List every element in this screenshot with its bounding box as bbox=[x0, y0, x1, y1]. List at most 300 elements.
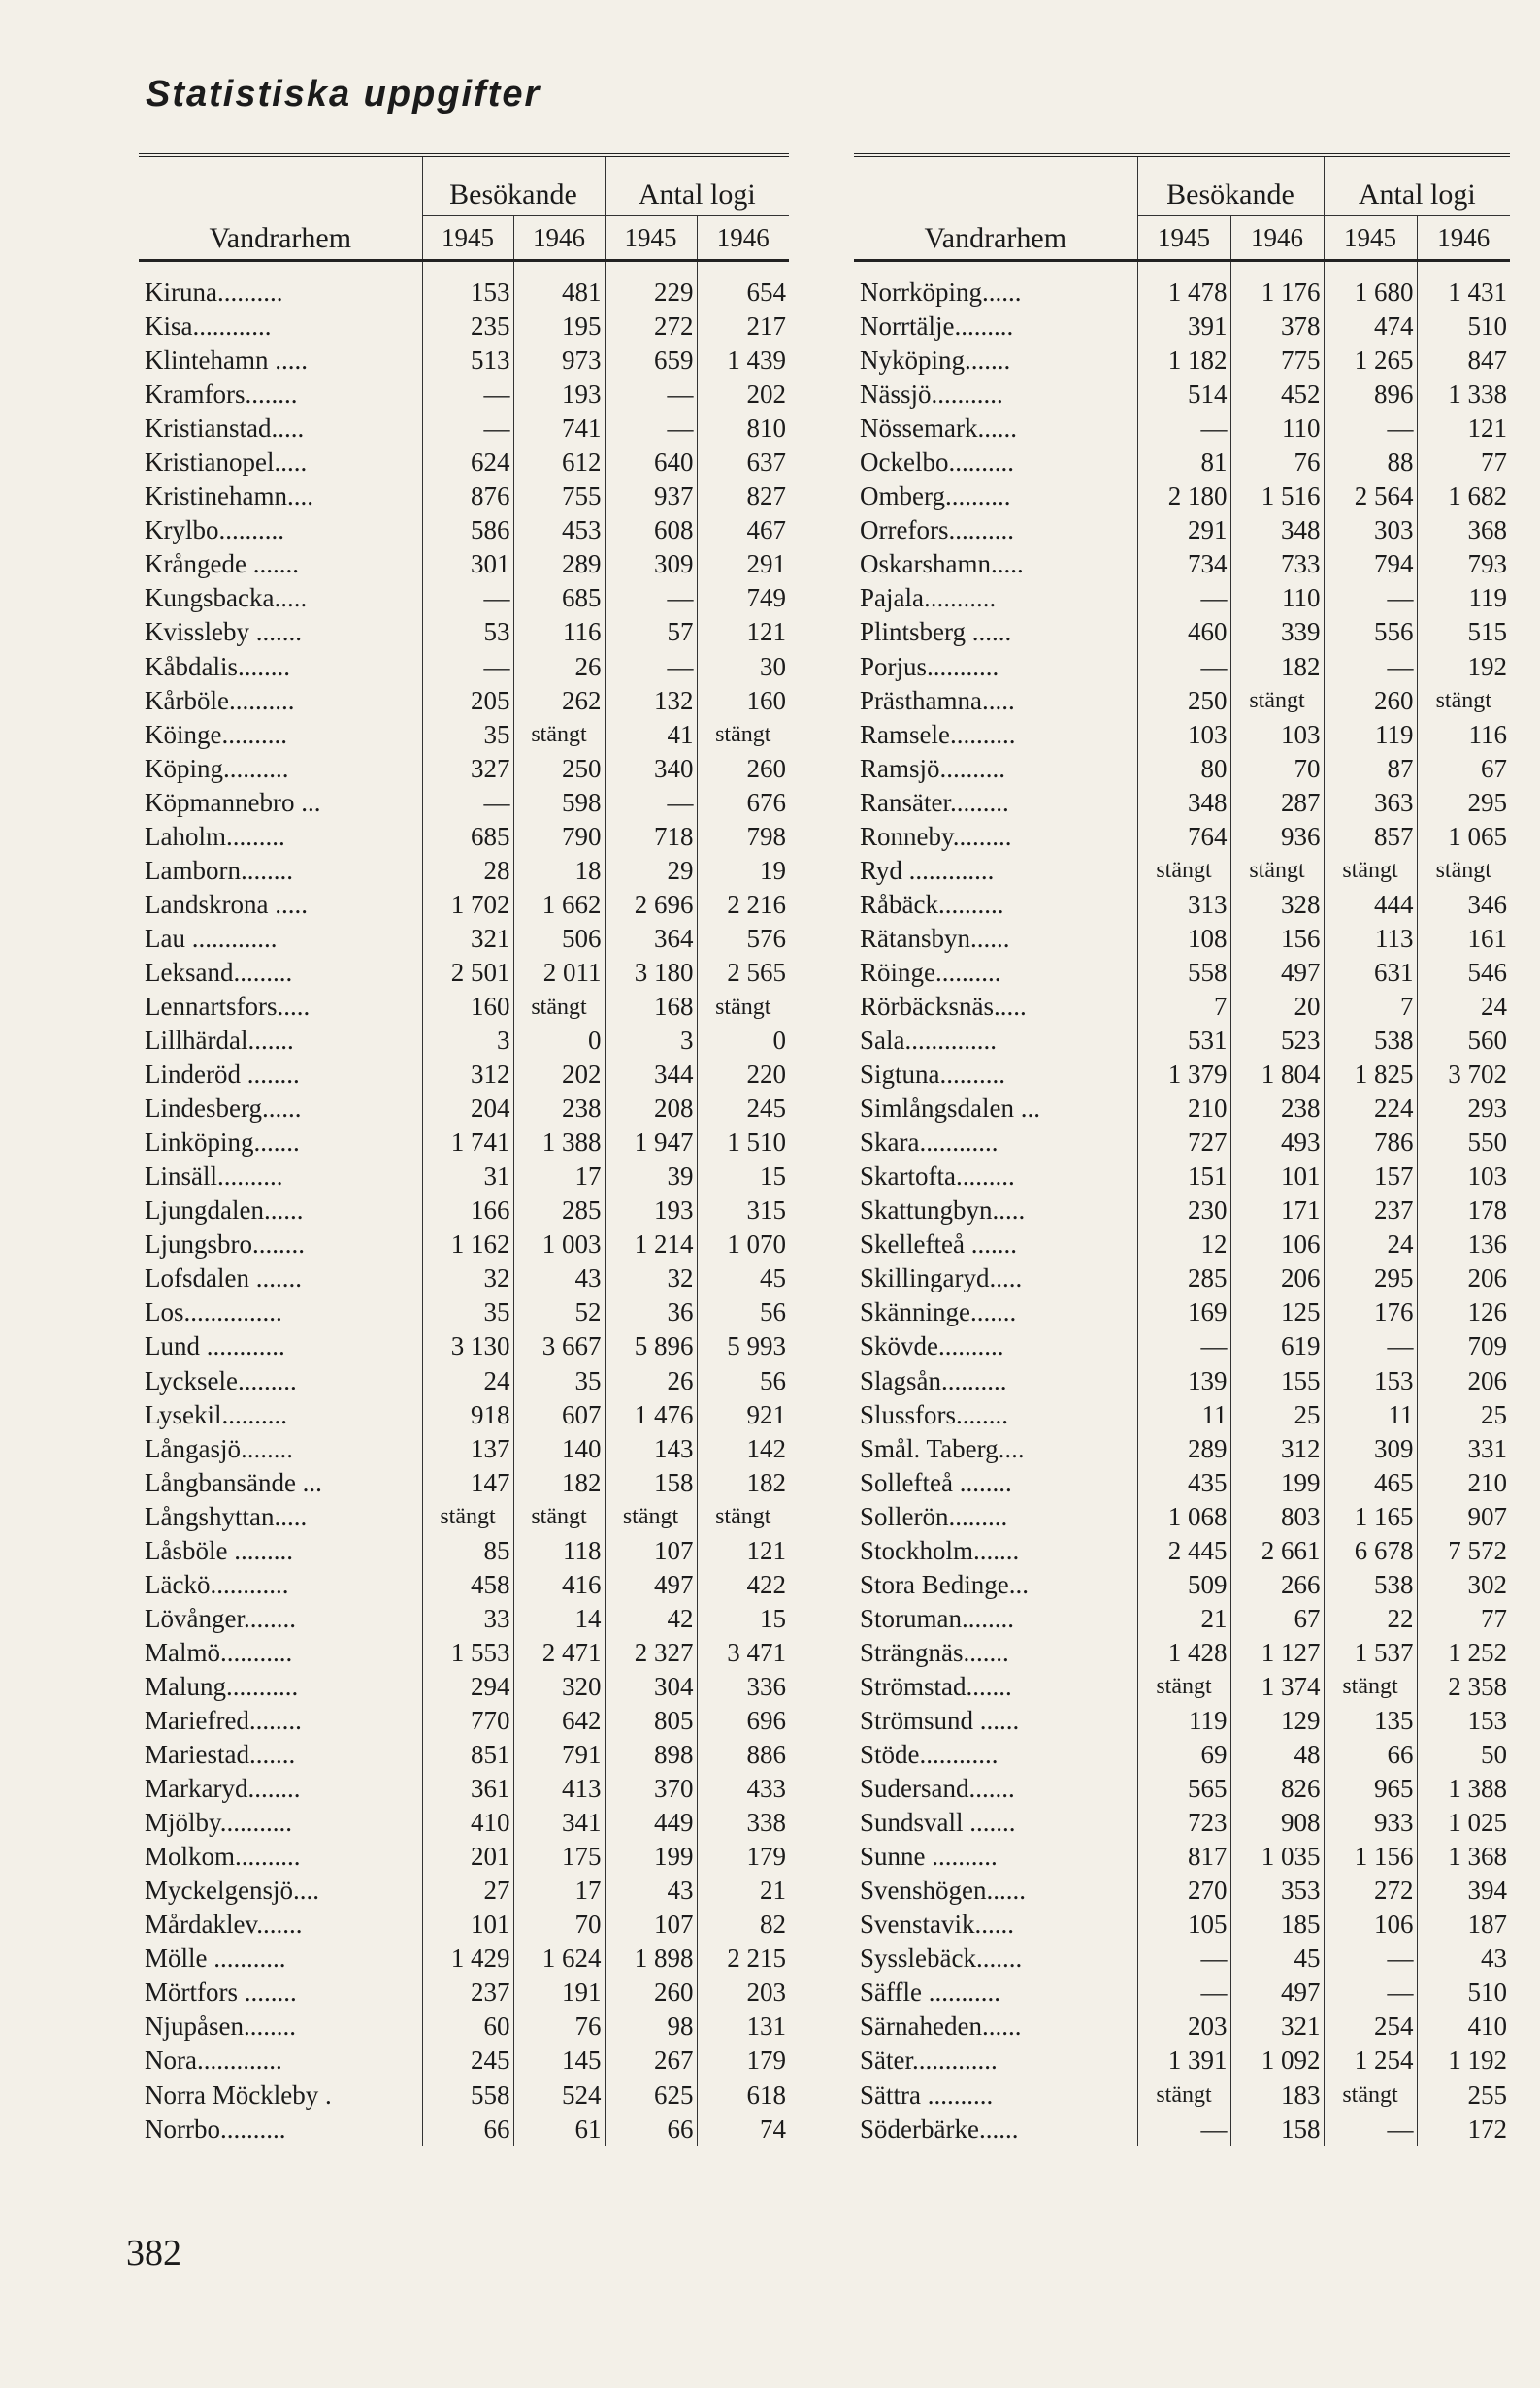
column-group-visitors: Besökande bbox=[422, 155, 605, 216]
hostel-name: Köping.......... bbox=[145, 753, 289, 783]
nights-1945: 556 bbox=[1324, 615, 1417, 649]
visitors-1946: 1 662 bbox=[513, 888, 605, 922]
visitors-1946: 791 bbox=[513, 1738, 605, 1772]
table-row bbox=[854, 1772, 1510, 1806]
table-row bbox=[139, 1602, 789, 1636]
visitors-1946: 76 bbox=[513, 2010, 605, 2044]
table-row bbox=[139, 1466, 789, 1500]
column-header-year: 1945 bbox=[1324, 216, 1417, 261]
hostel-name: Sigtuna.......... bbox=[860, 1060, 1006, 1090]
nights-1945: 272 bbox=[1324, 1874, 1417, 1908]
visitors-1945: 558 bbox=[422, 2077, 513, 2111]
nights-1946: 2 565 bbox=[697, 956, 789, 990]
hostel-name: Köinge.......... bbox=[145, 719, 287, 749]
visitors-1945: 69 bbox=[1137, 1738, 1230, 1772]
hostel-name: Omberg.......... bbox=[860, 481, 1011, 511]
visitors-1946: 413 bbox=[513, 1772, 605, 1806]
nights-1945: — bbox=[605, 377, 697, 411]
nights-1945: stängt bbox=[1324, 2077, 1417, 2111]
visitors-1946: 1 624 bbox=[513, 1942, 605, 1976]
nights-1946: 15 bbox=[697, 1160, 789, 1194]
nights-1946: 116 bbox=[1417, 718, 1510, 752]
visitors-1946: 1 092 bbox=[1230, 2044, 1324, 2077]
nights-1945: 2 327 bbox=[605, 1636, 697, 1670]
visitors-1945: 139 bbox=[1137, 1364, 1230, 1398]
nights-1946: 19 bbox=[697, 854, 789, 888]
nights-1945: 309 bbox=[1324, 1432, 1417, 1466]
nights-1945: 6 678 bbox=[1324, 1534, 1417, 1568]
nights-1945: 158 bbox=[605, 1466, 697, 1500]
visitors-1945: 301 bbox=[422, 547, 513, 581]
hostel-name: Linderöd ........ bbox=[145, 1060, 300, 1090]
visitors-1945: 3 bbox=[422, 1024, 513, 1058]
hostel-name: Strängnäs....... bbox=[860, 1637, 1009, 1667]
column-header-year: 1946 bbox=[1230, 216, 1324, 261]
nights-1945: 272 bbox=[605, 310, 697, 343]
visitors-1945: 237 bbox=[422, 1976, 513, 2010]
nights-1945: 267 bbox=[605, 2044, 697, 2077]
table-row bbox=[854, 1364, 1510, 1398]
hostel-name: Slussfors........ bbox=[860, 1399, 1009, 1429]
nights-1946: stängt bbox=[1417, 854, 1510, 888]
nights-1945: 157 bbox=[1324, 1160, 1417, 1194]
table-row bbox=[139, 615, 789, 649]
nights-1945: 363 bbox=[1324, 786, 1417, 820]
nights-1945: 1 165 bbox=[1324, 1500, 1417, 1534]
nights-1945: 344 bbox=[605, 1058, 697, 1092]
hostel-name: Linköping....... bbox=[145, 1128, 300, 1158]
visitors-1945: 285 bbox=[1137, 1261, 1230, 1295]
visitors-1946: 790 bbox=[513, 820, 605, 854]
visitors-1946: 125 bbox=[1230, 1295, 1324, 1329]
table-row bbox=[854, 411, 1510, 445]
nights-1946: 121 bbox=[697, 615, 789, 649]
table-row bbox=[854, 1568, 1510, 1602]
nights-1945: 625 bbox=[605, 2077, 697, 2111]
nights-1946: 921 bbox=[697, 1398, 789, 1432]
table-row bbox=[854, 1194, 1510, 1227]
nights-1945: 41 bbox=[605, 718, 697, 752]
nights-1945: 898 bbox=[605, 1738, 697, 1772]
table-row bbox=[139, 1364, 789, 1398]
visitors-1946: 238 bbox=[1230, 1092, 1324, 1126]
hostel-name: Svenshögen...... bbox=[860, 1876, 1026, 1906]
nights-1946: 907 bbox=[1417, 1500, 1510, 1534]
nights-1946: 338 bbox=[697, 1806, 789, 1840]
hostel-name: Mjölby........... bbox=[145, 1808, 293, 1838]
table-row bbox=[139, 786, 789, 820]
visitors-1946: 195 bbox=[513, 310, 605, 343]
table-row bbox=[139, 820, 789, 854]
nights-1945: 107 bbox=[605, 1908, 697, 1942]
hostel-name: Skänninge....... bbox=[860, 1297, 1017, 1327]
nights-1946: 1 388 bbox=[1417, 1772, 1510, 1806]
nights-1945: — bbox=[605, 786, 697, 820]
table-row bbox=[854, 1329, 1510, 1363]
visitors-1946: 353 bbox=[1230, 1874, 1324, 1908]
visitors-1945: 160 bbox=[422, 990, 513, 1024]
nights-1945: 857 bbox=[1324, 820, 1417, 854]
nights-1946: 77 bbox=[1417, 445, 1510, 479]
column-header-year: 1945 bbox=[605, 216, 697, 261]
visitors-1945: 321 bbox=[422, 922, 513, 956]
visitors-1946: 453 bbox=[513, 513, 605, 547]
table-row bbox=[854, 1670, 1510, 1704]
table-row bbox=[139, 513, 789, 547]
nights-1946: 1 682 bbox=[1417, 479, 1510, 513]
visitors-1945: 201 bbox=[422, 1840, 513, 1874]
nights-1946: 810 bbox=[697, 411, 789, 445]
visitors-1946: 266 bbox=[1230, 1568, 1324, 1602]
hostel-name: Landskrona ..... bbox=[145, 889, 308, 919]
nights-1946: 1 510 bbox=[697, 1126, 789, 1160]
table-row bbox=[854, 1704, 1510, 1738]
visitors-1945: 103 bbox=[1137, 718, 1230, 752]
visitors-1946: 26 bbox=[513, 650, 605, 684]
nights-1946: 433 bbox=[697, 1772, 789, 1806]
visitors-1945: stängt bbox=[1137, 1670, 1230, 1704]
visitors-1945: 685 bbox=[422, 820, 513, 854]
nights-1946: 161 bbox=[1417, 922, 1510, 956]
visitors-1945: 2 180 bbox=[1137, 479, 1230, 513]
table-row bbox=[139, 1194, 789, 1227]
visitors-1945: 918 bbox=[422, 1398, 513, 1432]
nights-1945: 497 bbox=[605, 1568, 697, 1602]
visitors-1945: 205 bbox=[422, 684, 513, 718]
visitors-1946: 76 bbox=[1230, 445, 1324, 479]
nights-1945: 295 bbox=[1324, 1261, 1417, 1295]
table-row bbox=[854, 2077, 1510, 2111]
table-row bbox=[139, 1908, 789, 1942]
nights-1946: 25 bbox=[1417, 1398, 1510, 1432]
nights-1946: 182 bbox=[697, 1466, 789, 1500]
nights-1945: — bbox=[1324, 1942, 1417, 1976]
nights-1946: 7 572 bbox=[1417, 1534, 1510, 1568]
visitors-1945: 11 bbox=[1137, 1398, 1230, 1432]
nights-1945: 2 564 bbox=[1324, 479, 1417, 513]
nights-1946: 24 bbox=[1417, 990, 1510, 1024]
table-row bbox=[139, 1058, 789, 1092]
table-row bbox=[854, 1942, 1510, 1976]
visitors-1946: 523 bbox=[1230, 1024, 1324, 1058]
nights-1945: 5 896 bbox=[605, 1329, 697, 1363]
nights-1946: 30 bbox=[697, 650, 789, 684]
nights-1946: 217 bbox=[697, 310, 789, 343]
hostel-name: Skillingaryd..... bbox=[860, 1263, 1023, 1293]
nights-1946: 749 bbox=[697, 581, 789, 615]
nights-1946: 56 bbox=[697, 1295, 789, 1329]
nights-1945: — bbox=[1324, 1976, 1417, 2010]
nights-1946: 295 bbox=[1417, 786, 1510, 820]
nights-1946: 206 bbox=[1417, 1261, 1510, 1295]
visitors-1945: 28 bbox=[422, 854, 513, 888]
table-row bbox=[854, 1466, 1510, 1500]
hostel-name: Lau ............. bbox=[145, 923, 278, 953]
hostel-name: Porjus........... bbox=[860, 651, 999, 681]
hostel-name: Lindesberg...... bbox=[145, 1094, 302, 1124]
hostel-name: Sudersand....... bbox=[860, 1774, 1015, 1804]
table-row bbox=[139, 1636, 789, 1670]
hostel-name: Njupåsen........ bbox=[145, 2012, 296, 2042]
visitors-1946: 206 bbox=[1230, 1261, 1324, 1295]
visitors-1945: 770 bbox=[422, 1704, 513, 1738]
visitors-1945: 1 702 bbox=[422, 888, 513, 922]
visitors-1946: 43 bbox=[513, 1261, 605, 1295]
nights-1945: stängt bbox=[605, 1500, 697, 1534]
table-row bbox=[854, 377, 1510, 411]
visitors-1946: 17 bbox=[513, 1874, 605, 1908]
nights-1945: 1 214 bbox=[605, 1227, 697, 1261]
nights-1945: — bbox=[605, 650, 697, 684]
nights-1946: 467 bbox=[697, 513, 789, 547]
visitors-1946: 598 bbox=[513, 786, 605, 820]
nights-1946: 77 bbox=[1417, 1602, 1510, 1636]
visitors-1945: — bbox=[1137, 1942, 1230, 1976]
table-row bbox=[139, 1976, 789, 2010]
visitors-1945: 313 bbox=[1137, 888, 1230, 922]
visitors-1945: 31 bbox=[422, 1160, 513, 1194]
nights-1945: — bbox=[1324, 581, 1417, 615]
hostel-name: Ryd ............. bbox=[860, 855, 995, 885]
nights-1945: 1 265 bbox=[1324, 343, 1417, 377]
nights-1945: 303 bbox=[1324, 513, 1417, 547]
nights-1945: 449 bbox=[605, 1806, 697, 1840]
nights-1945: 193 bbox=[605, 1194, 697, 1227]
visitors-1946: 481 bbox=[513, 261, 605, 311]
nights-1946: 654 bbox=[697, 261, 789, 311]
table-row bbox=[139, 956, 789, 990]
table-row bbox=[139, 411, 789, 445]
visitors-1946: 339 bbox=[1230, 615, 1324, 649]
hostel-name: Söderbärke...... bbox=[860, 2113, 1019, 2143]
visitors-1945: 35 bbox=[422, 718, 513, 752]
nights-1946: 15 bbox=[697, 1602, 789, 1636]
visitors-1946: 612 bbox=[513, 445, 605, 479]
visitors-1945: 1 478 bbox=[1137, 261, 1230, 311]
hostel-name: Smål. Taberg.... bbox=[860, 1433, 1025, 1463]
nights-1945: 364 bbox=[605, 922, 697, 956]
column-header-year: 1945 bbox=[422, 216, 513, 261]
nights-1945: 260 bbox=[605, 1976, 697, 2010]
nights-1946: 172 bbox=[1417, 2112, 1510, 2146]
visitors-1945: 81 bbox=[1137, 445, 1230, 479]
table-row bbox=[854, 1976, 1510, 2010]
nights-1946: 210 bbox=[1417, 1466, 1510, 1500]
visitors-1945: 32 bbox=[422, 1261, 513, 1295]
visitors-1946: 755 bbox=[513, 479, 605, 513]
visitors-1946: 328 bbox=[1230, 888, 1324, 922]
visitors-1946: 619 bbox=[1230, 1329, 1324, 1363]
nights-1946: 291 bbox=[697, 547, 789, 581]
visitors-1946: 497 bbox=[1230, 1976, 1324, 2010]
visitors-1945: 151 bbox=[1137, 1160, 1230, 1194]
visitors-1945: 270 bbox=[1137, 1874, 1230, 1908]
visitors-1945: 169 bbox=[1137, 1295, 1230, 1329]
visitors-1946: 118 bbox=[513, 1534, 605, 1568]
nights-1946: 131 bbox=[697, 2010, 789, 2044]
nights-1945: — bbox=[1324, 411, 1417, 445]
visitors-1945: 21 bbox=[1137, 1602, 1230, 1636]
visitors-1946: stängt bbox=[1230, 684, 1324, 718]
table-row bbox=[854, 990, 1510, 1024]
table-row bbox=[139, 445, 789, 479]
nights-1946: 410 bbox=[1417, 2010, 1510, 2044]
visitors-1946: 129 bbox=[1230, 1704, 1324, 1738]
nights-1946: 121 bbox=[697, 1534, 789, 1568]
visitors-1946: 287 bbox=[1230, 786, 1324, 820]
column-header-year: 1946 bbox=[697, 216, 789, 261]
nights-1945: 1 537 bbox=[1324, 1636, 1417, 1670]
table-row bbox=[139, 1092, 789, 1126]
visitors-1946: 524 bbox=[513, 2077, 605, 2111]
table-row bbox=[854, 684, 1510, 718]
visitors-1946: 110 bbox=[1230, 411, 1324, 445]
column-group-visitors: Besökande bbox=[1137, 155, 1324, 216]
hostel-name: Sunne .......... bbox=[860, 1842, 998, 1872]
table-row bbox=[139, 1295, 789, 1329]
page-title: Statistiska uppgifter bbox=[146, 74, 541, 114]
visitors-1946: 67 bbox=[1230, 1602, 1324, 1636]
visitors-1946: 158 bbox=[1230, 2112, 1324, 2146]
visitors-1946: 140 bbox=[513, 1432, 605, 1466]
nights-1946: 793 bbox=[1417, 547, 1510, 581]
nights-1945: 1 947 bbox=[605, 1126, 697, 1160]
visitors-1946: 199 bbox=[1230, 1466, 1324, 1500]
visitors-1946: 320 bbox=[513, 1670, 605, 1704]
visitors-1945: 361 bbox=[422, 1772, 513, 1806]
table-row bbox=[854, 1092, 1510, 1126]
nights-1945: 7 bbox=[1324, 990, 1417, 1024]
hostel-name: Skara............ bbox=[860, 1128, 999, 1158]
nights-1946: 245 bbox=[697, 1092, 789, 1126]
hostel-name: Orrefors.......... bbox=[860, 515, 1014, 545]
visitors-1945: 250 bbox=[1137, 684, 1230, 718]
hostel-name: Laholm......... bbox=[145, 821, 285, 851]
nights-1946: 202 bbox=[697, 377, 789, 411]
visitors-1946: 52 bbox=[513, 1295, 605, 1329]
nights-1945: 718 bbox=[605, 820, 697, 854]
visitors-1945: 586 bbox=[422, 513, 513, 547]
visitors-1945: 1 741 bbox=[422, 1126, 513, 1160]
table-row bbox=[854, 581, 1510, 615]
nights-1946: 2 216 bbox=[697, 888, 789, 922]
visitors-1946: 171 bbox=[1230, 1194, 1324, 1227]
visitors-1945: stängt bbox=[422, 1500, 513, 1534]
table-row bbox=[139, 922, 789, 956]
table-row bbox=[854, 1636, 1510, 1670]
table-row bbox=[139, 752, 789, 786]
nights-1946: 1 338 bbox=[1417, 377, 1510, 411]
visitors-1945: 60 bbox=[422, 2010, 513, 2044]
visitors-1946: 70 bbox=[513, 1908, 605, 1942]
visitors-1945: 410 bbox=[422, 1806, 513, 1840]
column-header-year: 1946 bbox=[513, 216, 605, 261]
nights-1946: 179 bbox=[697, 1840, 789, 1874]
nights-1946: 178 bbox=[1417, 1194, 1510, 1227]
nights-1945: 1 898 bbox=[605, 1942, 697, 1976]
visitors-1945: — bbox=[422, 581, 513, 615]
hostel-name: Ljungsbro........ bbox=[145, 1229, 305, 1259]
visitors-1946: 145 bbox=[513, 2044, 605, 2077]
nights-1945: 640 bbox=[605, 445, 697, 479]
nights-1946: 1 368 bbox=[1417, 1840, 1510, 1874]
table-row bbox=[139, 1738, 789, 1772]
hostel-name: Norrbo.......... bbox=[145, 2113, 286, 2143]
nights-1946: 847 bbox=[1417, 343, 1510, 377]
visitors-1946: 238 bbox=[513, 1092, 605, 1126]
visitors-1946: 20 bbox=[1230, 990, 1324, 1024]
hostel-name: Plintsberg ...... bbox=[860, 617, 1012, 647]
nights-1946: 1 025 bbox=[1417, 1806, 1510, 1840]
visitors-1946: 826 bbox=[1230, 1772, 1324, 1806]
nights-1945: 309 bbox=[605, 547, 697, 581]
visitors-1945: 391 bbox=[1137, 310, 1230, 343]
hostel-name: Strömstad....... bbox=[860, 1671, 1012, 1701]
table-row bbox=[139, 650, 789, 684]
nights-1946: 394 bbox=[1417, 1874, 1510, 1908]
hostel-name: Kungsbacka..... bbox=[145, 583, 308, 613]
hostel-name: Leksand......... bbox=[145, 957, 293, 987]
visitors-1945: 203 bbox=[1137, 2010, 1230, 2044]
table-row bbox=[854, 2112, 1510, 2146]
hostel-name: Pajala........... bbox=[860, 583, 997, 613]
table-row bbox=[139, 1227, 789, 1261]
hostel-name: Skattungbyn..... bbox=[860, 1195, 1026, 1226]
nights-1945: 465 bbox=[1324, 1466, 1417, 1500]
nights-1946: 119 bbox=[1417, 581, 1510, 615]
hostel-name: Sättra .......... bbox=[860, 2079, 994, 2110]
table-row bbox=[139, 343, 789, 377]
nights-1945: 1 156 bbox=[1324, 1840, 1417, 1874]
visitors-1945: — bbox=[1137, 1329, 1230, 1363]
hostel-name: Lamborn........ bbox=[145, 855, 293, 885]
hostel-name: Mörtfors ........ bbox=[145, 1978, 297, 2008]
table-row bbox=[854, 1534, 1510, 1568]
hostel-name: Ransäter......... bbox=[860, 787, 1009, 817]
nights-1946: 0 bbox=[697, 1024, 789, 1058]
hostel-name: Kisa............ bbox=[145, 311, 272, 342]
hostel-name: Simlångsdalen ... bbox=[860, 1094, 1040, 1124]
table-row bbox=[139, 2010, 789, 2044]
hostel-name: Prästhamna..... bbox=[860, 685, 1015, 715]
visitors-1945: 3 130 bbox=[422, 1329, 513, 1363]
nights-1946: 510 bbox=[1417, 1976, 1510, 2010]
visitors-1946: 250 bbox=[513, 752, 605, 786]
hostel-name: Norrköping...... bbox=[860, 278, 1022, 308]
visitors-1945: 851 bbox=[422, 1738, 513, 1772]
nights-1946: 260 bbox=[697, 752, 789, 786]
hostel-name: Ockelbo.......... bbox=[860, 447, 1014, 477]
table-row bbox=[854, 1500, 1510, 1534]
hostel-name: Ramsele.......... bbox=[860, 719, 1016, 749]
visitors-1946: 191 bbox=[513, 1976, 605, 2010]
hostel-name: Kiruna.......... bbox=[145, 278, 283, 308]
nights-1946: 546 bbox=[1417, 956, 1510, 990]
nights-1946: 1 431 bbox=[1417, 261, 1510, 311]
nights-1946: 1 252 bbox=[1417, 1636, 1510, 1670]
nights-1945: 57 bbox=[605, 615, 697, 649]
visitors-1946: 493 bbox=[1230, 1126, 1324, 1160]
visitors-1946: 0 bbox=[513, 1024, 605, 1058]
hostel-name: Kramfors........ bbox=[145, 379, 298, 409]
nights-1945: 26 bbox=[605, 1364, 697, 1398]
visitors-1945: 817 bbox=[1137, 1840, 1230, 1874]
visitors-1945: 1 428 bbox=[1137, 1636, 1230, 1670]
hostel-name: Los............... bbox=[145, 1297, 282, 1327]
table-row bbox=[854, 1602, 1510, 1636]
nights-1945: 937 bbox=[605, 479, 697, 513]
table-row bbox=[854, 1432, 1510, 1466]
